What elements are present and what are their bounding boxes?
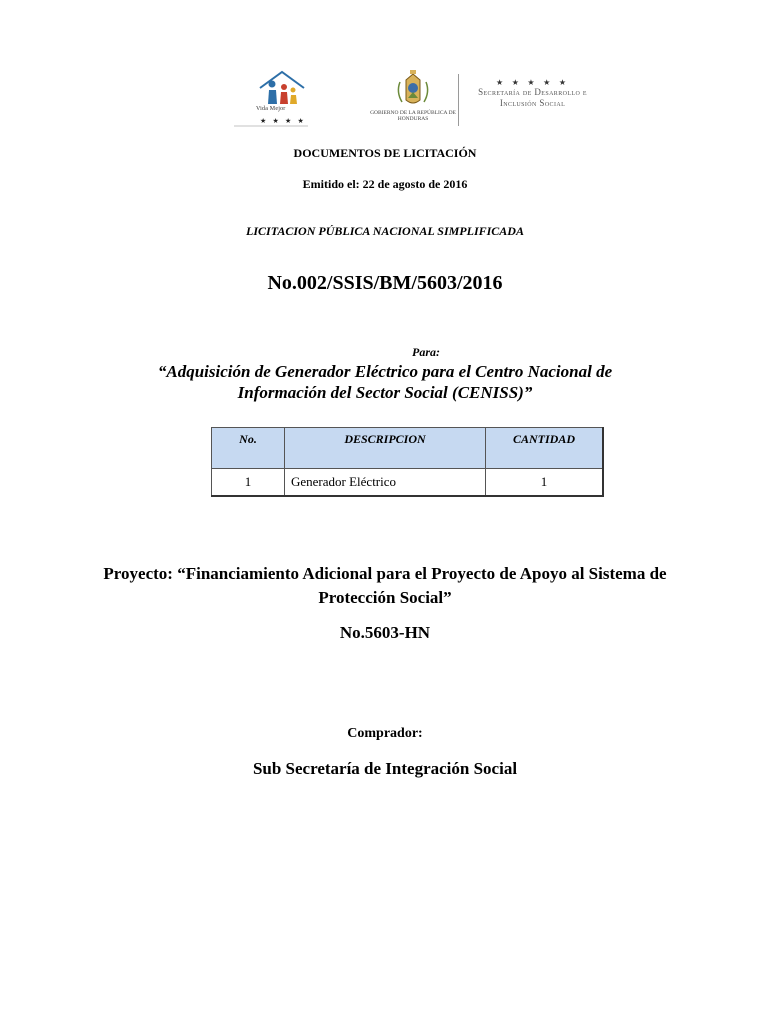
project-number: No.5603-HN: [339, 623, 431, 642]
buyer-name: Sub Secretaría de Integración Social: [252, 759, 518, 778]
issued-date: Emitido el: 22 de agosto de 2016: [302, 177, 468, 191]
project-line-1: Proyecto: “Financiamiento Adicional para el Proyecto de Apoyo al Sistema de: [103, 564, 667, 583]
table-header-row: [212, 428, 604, 469]
header-descripcion: DESCRIPCION: [285, 428, 486, 469]
sedis-name-line1: Secretaría de Desarrollo e: [478, 87, 587, 97]
para-label: Para:: [412, 345, 440, 359]
gobierno-honduras-logo: [368, 70, 458, 130]
cell-no: 1: [212, 469, 285, 497]
sedis-logo: [460, 74, 605, 124]
procurement-number: No.002/SSIS/BM/5603/2016: [267, 272, 503, 294]
vida-mejor-logo: [232, 68, 312, 130]
logo-divider: [458, 74, 459, 126]
coat-of-arms-icon: [368, 70, 458, 110]
items-table: [211, 427, 604, 497]
header-cantidad: CANTIDAD: [486, 428, 604, 469]
cell-descripcion: Generador Eléctrico: [285, 469, 486, 497]
sedis-name-line2: Inclusión Social: [499, 98, 566, 108]
purpose-line-1: “Adquisición de Generador Eléctrico para el Centro Nacional de: [157, 362, 613, 381]
header-logos: [232, 68, 602, 130]
purpose-line-2: Información del Sector Social (CENISS)”: [237, 383, 533, 402]
document-title: DOCUMENTOS DE LICITACIÓN: [293, 146, 477, 160]
vida-mejor-text: Vida Mejor: [256, 106, 286, 112]
cell-cantidad: 1: [486, 469, 604, 497]
gobierno-text: GOBIERNO DE LA REPÚBLICA DE HONDURAS: [370, 110, 456, 122]
purchase-purpose: [0, 361, 770, 403]
project-line-2: Protección Social”: [318, 588, 452, 607]
sedis-stars: ★ ★ ★ ★ ★: [495, 78, 570, 87]
procedure-type: LICITACION PÚBLICA NACIONAL SIMPLIFICADA: [246, 224, 524, 238]
buyer-label: Comprador:: [347, 726, 423, 741]
header-no: No.: [212, 428, 285, 469]
table-row: [212, 469, 604, 497]
project-title: [0, 562, 770, 610]
vida-stars: ★ ★ ★ ★: [260, 117, 306, 125]
